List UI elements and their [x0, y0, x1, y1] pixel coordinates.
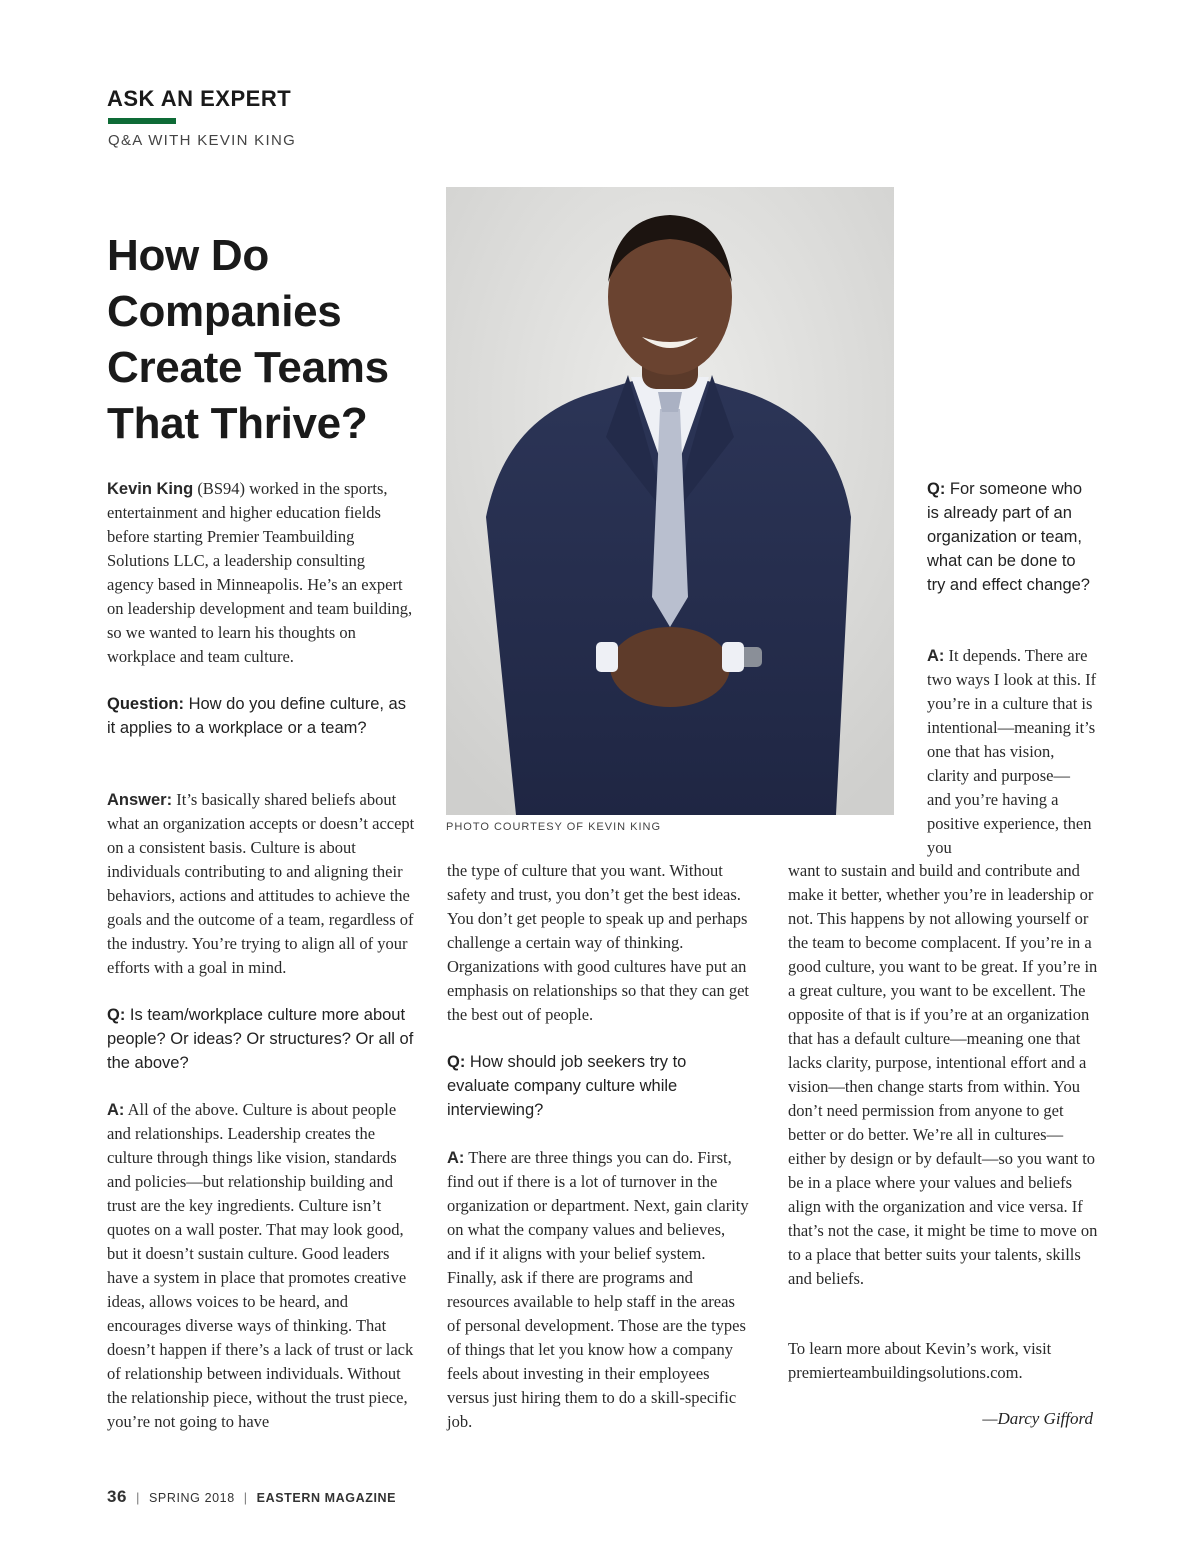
question-label: Q: — [927, 480, 946, 498]
headline-line: That Thrive? — [107, 399, 368, 448]
issue-label: SPRING 2018 — [148, 1491, 235, 1505]
answer-text: There are three things you can do. First, find out if there is a lot of turnover in the organization or department. Next, gain clarity on what the company values and believes, and if it aligns with your belief system. Finally, ask if there are programs and resources available to help staff in the areas of personal development. Those are the types of things that let you know how a company feels about investing in their employees versus just hiring them to do a skill-specific job. — [447, 1148, 749, 1431]
answer-text: It depends. There are two ways I look at this. If you’re in a culture that is intentional—meaning it’s one that has vision, clarity and purpose— and you’re having a positive experience, then you — [927, 646, 1097, 857]
photo-caption: PHOTO COURTESY OF KEVIN KING — [446, 821, 662, 833]
kicker-accent-bar — [108, 118, 176, 124]
answer-1 — [107, 788, 415, 980]
answer-label: Answer: — [107, 791, 173, 809]
question-1 — [107, 692, 415, 740]
headline-line: How Do — [107, 231, 269, 280]
headline-line: Companies — [107, 287, 342, 336]
headline-line: Create Teams — [107, 343, 389, 392]
question-3 — [447, 1050, 752, 1122]
intro-text: (BS94) worked in the sports, entertainment and higher education fields before starting Premier Teambuilding Solutions LLC, a leadership consulting agency based in Minneapolis. He’s an expert on leadership development and team building, so we wanted to learn his thoughts on workplace and team culture. — [107, 479, 413, 666]
closing-note: To learn more about Kevin’s work, visit premierteambuildingsolutions.com. — [788, 1339, 1052, 1382]
answer-3 — [447, 1146, 752, 1434]
magazine-name: EASTERN MAGAZINE — [256, 1491, 397, 1505]
answer-4 — [927, 644, 1097, 860]
page-number: 36 — [107, 1487, 128, 1506]
question-text: For someone who is already part of an organization or team, what can be done to try and effect change? — [927, 480, 1090, 594]
question-text: How should job seekers try to evaluate company culture while interviewing? — [447, 1053, 687, 1119]
footer-separator: | — [136, 1491, 140, 1505]
intro-paragraph — [107, 477, 415, 669]
answer-2-continued: the type of culture that you want. Without safety and trust, you don’t get the best ideas. You don’t get people to speak up and perhaps challenge a certain way of thinking. Organizations with good cultures have put an emphasis on relationships so that they can get the best out of people. — [447, 861, 749, 1024]
answer-text: All of the above. Culture is about people and relationships. Leadership creates the culture through things like vision, standards and policies—but relationship building and trust are the key ingredients. Culture isn’t quotes on a wall poster. That may look good, but it doesn’t sustain culture. Good leaders have a system in place that promotes creative ideas, allows voices to be heard, and encourages diverse ways of thinking. That doesn’t happen if there’s a lack of trust or lack of relationship between individuals. Without the relationship piece, without the trust piece, you’re not going to have — [107, 1100, 414, 1431]
section-kicker: ASK AN EXPERT — [107, 86, 292, 111]
portrait-illustration — [446, 187, 894, 815]
portrait-photo — [446, 187, 894, 815]
answer-text: It’s basically shared beliefs about what an organization accepts or doesn’t accept on a consistent basis. Culture is about individuals contributing to and aligning their behaviors, actions and attitudes to achieve the goals and the outcome of a team, regardless of the industry. You’re trying to align all of your efforts with a goal in mind. — [107, 790, 415, 977]
question-label: Q: — [107, 1006, 126, 1024]
page-footer — [107, 1487, 396, 1507]
answer-4-continued: want to sustain and build and contribute and make it better, whether you’re in leadership or not. This happens by not allowing yourself or the team to become complacent. If you’re in a good culture, you want to be great. If you’re in a great culture, you want to be excellent. The opposite of that is if you’re at an organization that has a default culture—meaning one that lacks clarity, purpose, intentional effort and a vision—then change starts from within. You don’t need permission from anyone to get better or do better. We’re all in cultures—either by design or by default—so you want to be in a place where your values and beliefs align with the organization and vice versa. If that’s not the case, it might be time to move on to a place that better suits your talents, skills and beliefs. — [788, 861, 1098, 1288]
article-headline — [107, 228, 437, 452]
author-signature: —Darcy Gifford — [982, 1409, 1093, 1428]
footer-separator: | — [243, 1491, 248, 1505]
question-2 — [107, 1003, 415, 1075]
section-subkicker: Q&A WITH KEVIN KING — [108, 132, 297, 149]
question-text: Is team/workplace culture more about people? Or ideas? Or structures? Or all of the above? — [107, 1006, 414, 1072]
answer-label: A: — [927, 647, 945, 665]
answer-label: A: — [447, 1149, 465, 1167]
question-text: How do you define culture, as it applies to a workplace or a team? — [107, 695, 406, 737]
question-4 — [927, 477, 1097, 597]
intro-name: Kevin King — [107, 480, 194, 498]
question-label: Question: — [107, 695, 184, 713]
answer-2 — [107, 1098, 415, 1434]
answer-label: A: — [107, 1101, 125, 1119]
question-label: Q: — [447, 1053, 466, 1071]
